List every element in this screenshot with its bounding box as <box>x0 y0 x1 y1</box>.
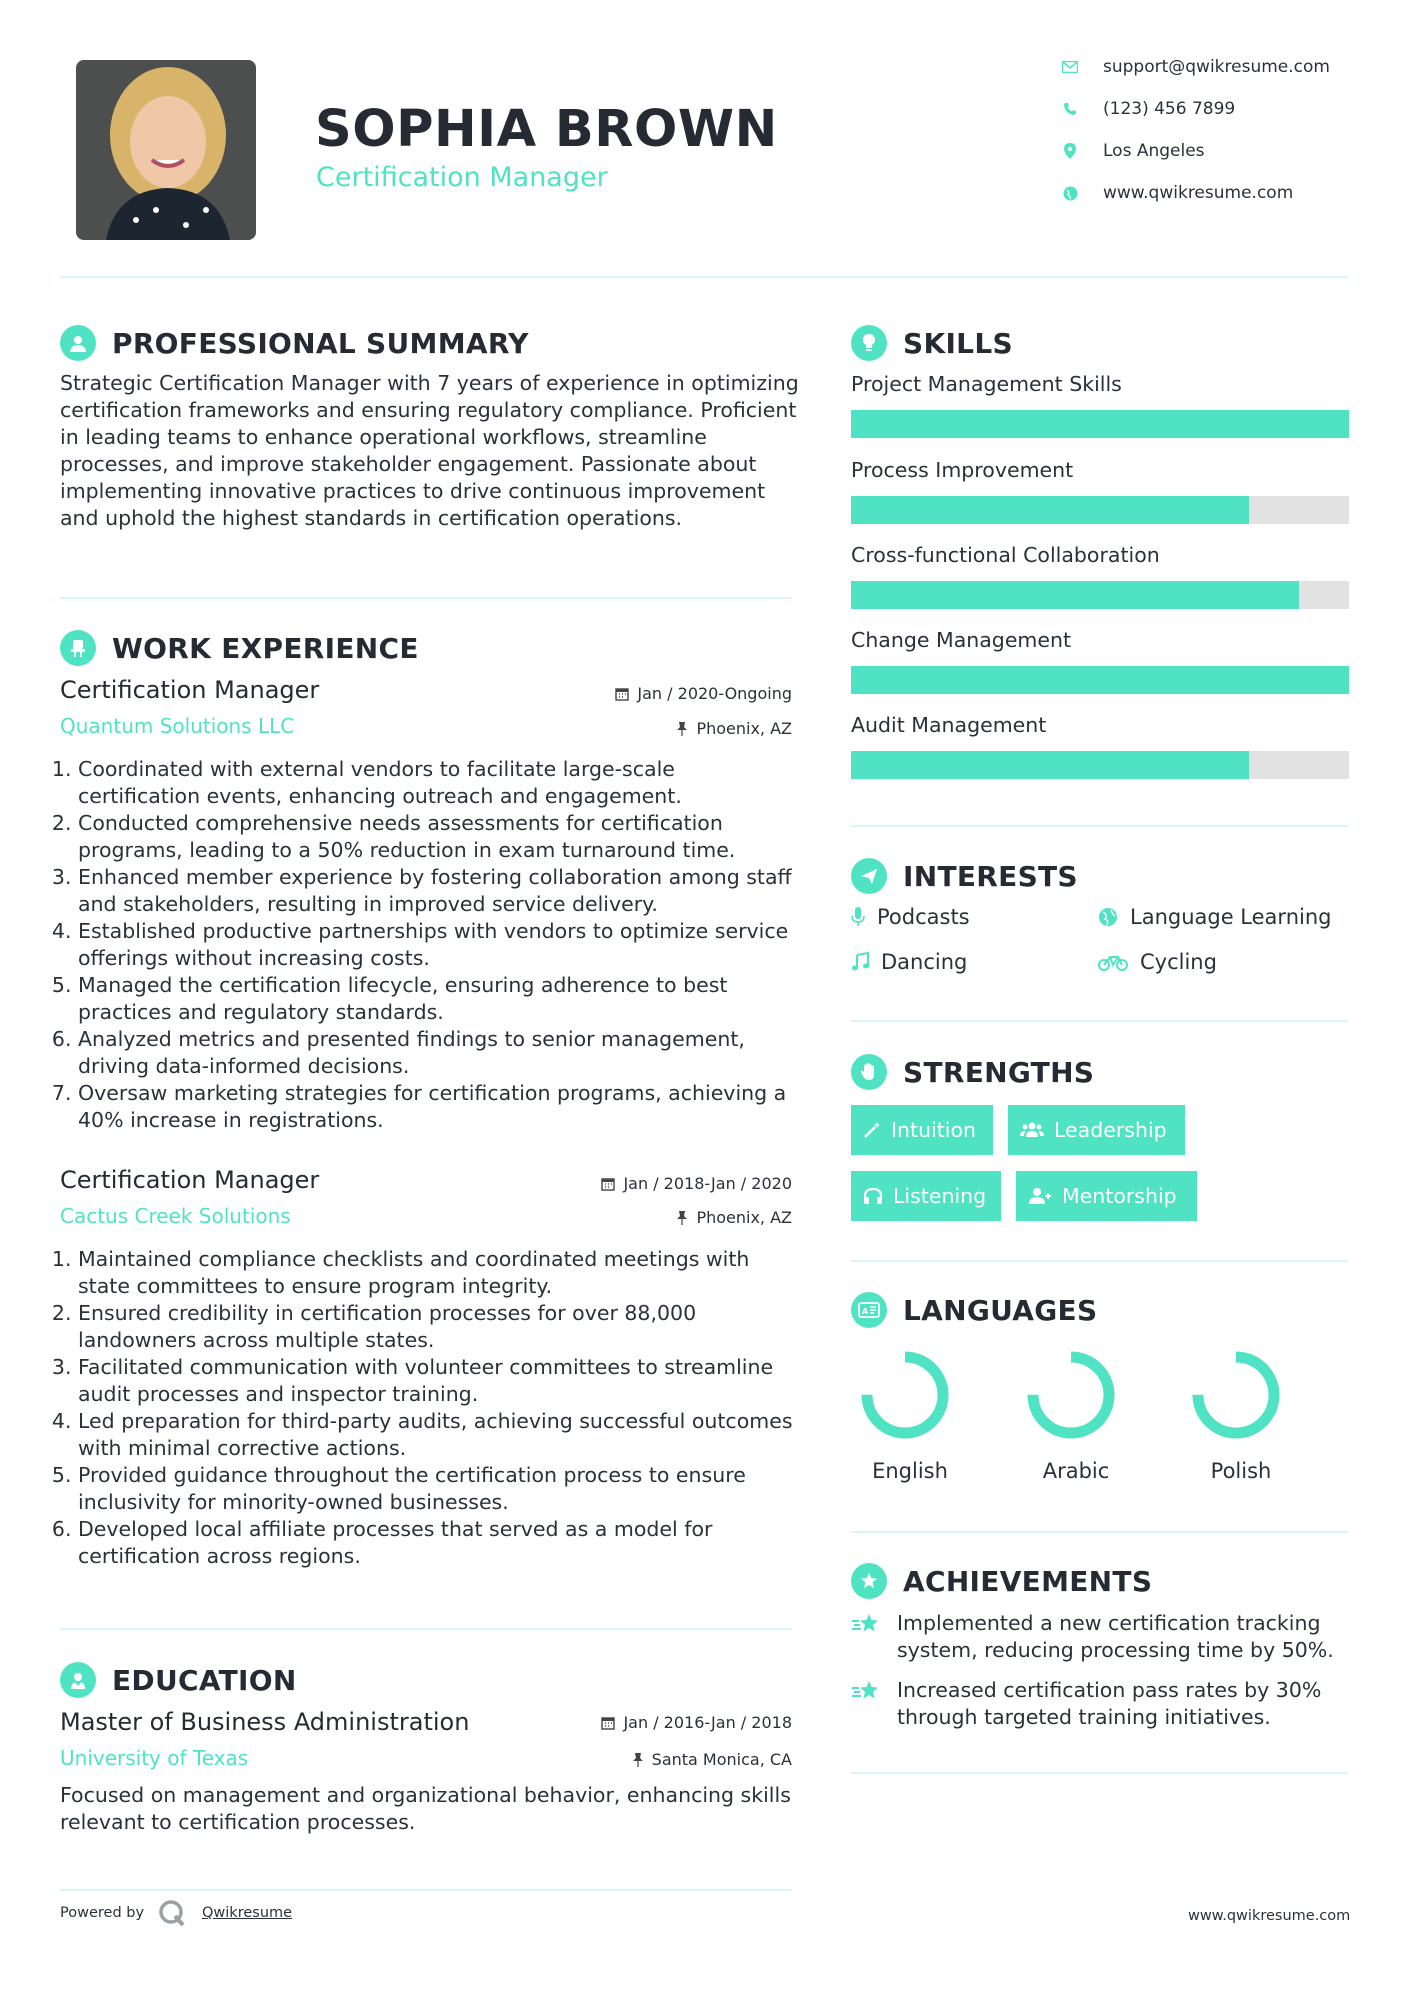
svg-text:A: A <box>862 1307 869 1316</box>
users-icon <box>1020 1121 1044 1139</box>
strength-tag-listening: Listening <box>851 1171 1001 1221</box>
skills-divider <box>851 825 1348 827</box>
skill-label-4: Change Management <box>851 628 1072 652</box>
job-dates-2: Jan / 2018-Jan / 2020 <box>520 1174 792 1193</box>
strengths-divider <box>851 1260 1348 1262</box>
header-divider <box>60 276 1348 278</box>
interest-language-learning: Language Learning <box>1098 905 1331 929</box>
paper-plane-icon <box>851 858 887 894</box>
interests-heading: INTERESTS <box>851 858 1078 894</box>
calendar-icon <box>601 1716 615 1730</box>
email-icon <box>1055 61 1085 73</box>
contact-phone-text: (123) 456 7899 <box>1103 99 1236 119</box>
microphone-icon <box>851 907 865 927</box>
contact-email-text: support@qwikresume.com <box>1103 57 1330 77</box>
job-bullets-2 <box>60 1246 800 1570</box>
strengths-heading: STRENGTHS <box>851 1054 1094 1090</box>
strength-tag-mentorship: Mentorship <box>1016 1171 1197 1221</box>
profile-photo <box>76 60 256 240</box>
languages-heading: A LANGUAGES <box>851 1292 1097 1328</box>
list-item: 7. Oversaw marketing strategies for certification programs, achieving a 40% increase in registrations. <box>78 1080 800 1134</box>
list-item: 1. Maintained compliance checklists and coordinated meetings with state committees to ensure program integrity. <box>78 1246 800 1300</box>
summary-heading: PROFESSIONAL SUMMARY <box>60 325 529 361</box>
achievements-divider <box>851 1772 1348 1774</box>
list-item: 5. Managed the certification lifecycle, ensuring adherence to best practices and regulatory standards. <box>78 972 800 1026</box>
star-badge-icon <box>851 1563 887 1599</box>
list-item: 1. Coordinated with external vendors to facilitate large-scale certification events, enhancing outreach and engagement. <box>78 756 800 810</box>
language-label-polish: Polish <box>1210 1459 1272 1483</box>
job-bullets-1 <box>60 756 800 1134</box>
education-location: Santa Monica, CA <box>520 1750 792 1769</box>
candidate-title: Certification Manager <box>316 162 608 193</box>
company-2: Cactus Creek Solutions <box>60 1204 291 1228</box>
phone-icon <box>1055 102 1085 116</box>
calendar-icon <box>601 1177 615 1191</box>
achievement-item-1: Implemented a new certification tracking system, reducing processing time by 50%. <box>851 1610 1348 1664</box>
skill-label-5: Audit Management <box>851 713 1047 737</box>
summary-divider <box>60 597 792 599</box>
interest-podcasts: Podcasts <box>851 905 970 929</box>
user-icon <box>60 325 96 361</box>
interests-divider <box>851 1020 1348 1022</box>
language-ring-english <box>855 1345 955 1445</box>
job-title-2: Certification Manager <box>60 1166 320 1194</box>
list-item: 3. Enhanced member experience by fostering collaboration among staff and stakeholders, resulting in improved service delivery. <box>78 864 800 918</box>
education-divider <box>60 1889 792 1891</box>
strength-tag-leadership: Leadership <box>1008 1105 1185 1155</box>
job-location-1: Phoenix, AZ <box>520 719 792 738</box>
list-item: 2. Conducted comprehensive needs assessments for certification programs, leading to a 50% reduction in exam turnaround time. <box>78 810 800 864</box>
education-dates: Jan / 2016-Jan / 2018 <box>520 1713 792 1732</box>
magic-wand-icon <box>863 1121 881 1139</box>
contact-phone[interactable] <box>1055 99 1335 119</box>
experience-divider <box>60 1628 792 1630</box>
music-note-icon <box>851 952 869 972</box>
lightbulb-icon <box>851 325 887 361</box>
skill-bar-4 <box>851 666 1349 694</box>
skill-bar-3 <box>851 581 1349 609</box>
language-label-arabic: Arabic <box>1042 1459 1110 1483</box>
list-item: 3. Facilitated communication with volunteer committees to streamline audit processes and inspector training. <box>78 1354 800 1408</box>
skill-bar-1 <box>851 410 1349 438</box>
skills-heading: SKILLS <box>851 325 1013 361</box>
company-1: Quantum Solutions LLC <box>60 714 295 738</box>
chair-icon <box>60 630 96 666</box>
headphones-icon <box>863 1187 883 1205</box>
experience-heading: WORK EXPERIENCE <box>60 630 419 666</box>
interest-dancing: Dancing <box>851 950 967 974</box>
skill-label-2: Process Improvement <box>851 458 1074 482</box>
languages-divider <box>851 1531 1348 1533</box>
footer-site-link[interactable]: www.qwikresume.com <box>1188 1908 1351 1924</box>
list-item: 6. Analyzed metrics and presented findings to senior management, driving data-informed decisions. <box>78 1026 800 1080</box>
contact-website-text: www.qwikresume.com <box>1103 183 1294 203</box>
calendar-icon <box>615 687 629 701</box>
globe-icon <box>1098 907 1118 927</box>
job-location-2: Phoenix, AZ <box>520 1208 792 1227</box>
candidate-name: SOPHIA BROWN <box>315 100 778 159</box>
hand-icon <box>851 1054 887 1090</box>
skill-label-1: Project Management Skills <box>851 372 1122 396</box>
bicycle-icon <box>1098 952 1128 972</box>
graduate-icon <box>60 1662 96 1698</box>
skill-bar-2 <box>851 496 1349 524</box>
school-name: University of Texas <box>60 1746 249 1770</box>
pushpin-icon <box>676 722 688 736</box>
pushpin-icon <box>632 1753 644 1767</box>
list-item: 5. Provided guidance throughout the certification process to ensure inclusivity for minority-owned businesses. <box>78 1462 800 1516</box>
qwikresume-link[interactable]: Qwikresume <box>202 1905 293 1921</box>
list-item: 4. Established productive partnerships with vendors to optimize service offerings without increasing costs. <box>78 918 800 972</box>
pushpin-icon <box>676 1211 688 1225</box>
education-text: Focused on management and organizational behavior, enhancing skills relevant to certification processes. <box>60 1783 791 1834</box>
contact-location <box>1055 141 1335 161</box>
job-dates-1: Jan / 2020-Ongoing <box>520 684 792 703</box>
list-item: 6. Developed local affiliate processes that served as a model for certification across regions. <box>78 1516 800 1570</box>
language-ring-polish <box>1186 1345 1286 1445</box>
language-card-icon <box>851 1292 887 1328</box>
interest-cycling: Cycling <box>1098 950 1217 974</box>
user-plus-icon <box>1028 1187 1052 1205</box>
achievement-item-2: Increased certification pass rates by 30% through targeted training initiatives. <box>851 1677 1348 1731</box>
summary-text: Strategic Certification Manager with 7 years of experience in optimizing certification frameworks and ensuring regulatory compliance. Proficient in leading teams to enhance operational workflows, streamline processes, and improve stakeholder engagement. Passionate about implementing innovative practices to drive continuous improvement and uphold the highest standards in certification operations. <box>60 371 799 530</box>
achievements-heading: ACHIEVEMENTS <box>851 1563 1152 1599</box>
list-item: 2. Ensured credibility in certification processes for over 88,000 landowners across multiple states. <box>78 1300 800 1354</box>
degree-title: Master of Business Administration <box>60 1708 470 1736</box>
contact-website[interactable] <box>1055 183 1335 203</box>
location-pin-icon <box>1055 143 1085 159</box>
skill-bar-5 <box>851 751 1349 779</box>
education-heading: EDUCATION <box>60 1662 297 1698</box>
powered-by-label: Powered by <box>60 1905 145 1921</box>
language-ring-arabic <box>1021 1345 1121 1445</box>
contact-email[interactable] <box>1055 57 1335 77</box>
job-title-1: Certification Manager <box>60 676 320 704</box>
star-icon <box>851 1680 883 1702</box>
qwikresume-logo-icon <box>157 1898 187 1928</box>
list-item: 4. Led preparation for third-party audits, achieving successful outcomes with minimal corrective actions. <box>78 1408 800 1462</box>
star-icon <box>851 1613 883 1635</box>
strength-tag-intuition: Intuition <box>851 1105 993 1155</box>
contact-location-text: Los Angeles <box>1103 141 1205 161</box>
globe-icon <box>1055 186 1085 201</box>
skill-label-3: Cross-functional Collaboration <box>851 543 1160 567</box>
language-label-english: English <box>872 1459 948 1483</box>
